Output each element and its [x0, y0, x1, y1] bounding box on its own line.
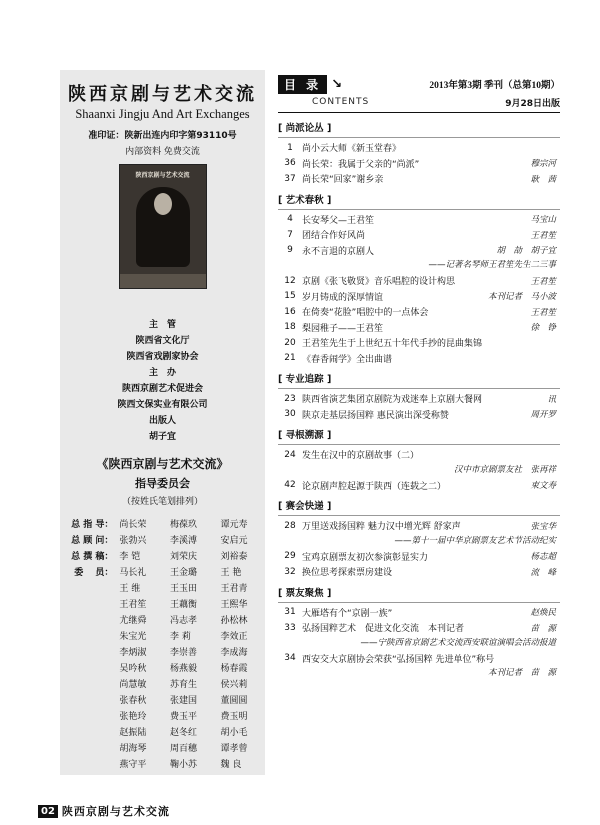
permit-number: 准印证：陕新出连内印字第93110号: [88, 131, 237, 141]
roster-name: 尚长荣: [119, 519, 147, 530]
toc-section: [278, 586, 560, 682]
roster-role: 总 撰 稿：: [71, 551, 114, 562]
roster-row: [60, 707, 265, 723]
toc-label: 目 录: [278, 75, 327, 94]
entry-title: 陕京走基层扬国粹 惠民演出深受称赞: [302, 410, 449, 421]
roster-name: 王 艳: [220, 567, 242, 578]
toc-entry[interactable]: [278, 243, 560, 259]
roster-name: 苏育生: [169, 679, 197, 690]
entry-author: 胡 劼 胡子宜: [496, 246, 556, 257]
roster-name: 鞠小苏: [169, 759, 197, 770]
roster-name: 张勃兴: [119, 535, 147, 546]
roster-row: [60, 723, 265, 739]
sponsor-name: 陕西文保实业有限公司: [117, 400, 208, 410]
sponsor-name: 陕西京剧艺术促进会: [121, 384, 203, 394]
roster-name: 李溪溥: [169, 535, 197, 546]
toc-entry[interactable]: [278, 651, 560, 667]
roster-name: 王金璐: [169, 567, 197, 578]
internal-note: 内部资料 免费交流: [125, 147, 200, 157]
entry-title: 西安交大京剧协会荣获“弘扬国粹 先进单位”称号: [302, 654, 495, 665]
footer-title: 陕西京剧与艺术交流: [61, 805, 170, 818]
entry-author: 耿 茜: [530, 174, 556, 185]
toc-entry[interactable]: [278, 212, 560, 228]
entry-page-number: 1: [287, 142, 293, 153]
committee-subtitle: 指导委员会: [135, 477, 190, 490]
sponsors-block: [60, 317, 265, 445]
roster-name: 吴吟秋: [119, 663, 147, 674]
roster-name: 冯志孝: [169, 615, 197, 626]
sponsor-group: [60, 365, 265, 413]
toc-entry[interactable]: [278, 391, 560, 407]
toc-entry[interactable]: [278, 518, 560, 534]
sponsor-group: [60, 317, 265, 365]
toc-entry[interactable]: [278, 140, 560, 156]
publish-date: 9月28日出版: [505, 98, 560, 109]
entry-page-number: 16: [284, 306, 296, 317]
roster-role: 总 指 导：: [71, 519, 114, 530]
toc-section: [278, 372, 560, 422]
roster-name: 费玉明: [220, 711, 248, 722]
toc-entry[interactable]: [278, 304, 560, 320]
roster-row: [60, 755, 265, 771]
entry-page-number: 37: [284, 173, 296, 184]
toc-entry[interactable]: [278, 620, 560, 636]
roster-name: 李效正: [220, 631, 248, 642]
section-title: [ 专业追踪 ]: [278, 374, 332, 385]
toc-entry[interactable]: [278, 335, 560, 351]
roster-name: 尤继舜: [119, 615, 147, 626]
roster-name: 董圆圆: [220, 695, 248, 706]
roster-name: 胡小毛: [220, 727, 248, 738]
roster-name: 杨春霞: [220, 663, 248, 674]
arrow-down-right-icon: ↘: [331, 76, 343, 92]
roster-name: 赵冬红: [169, 727, 197, 738]
entry-page-number: 29: [284, 551, 296, 562]
entry-title: 团结合作好风尚: [302, 231, 366, 242]
roster-name: 赵振陆: [119, 727, 147, 738]
roster-name: 李 莉: [169, 631, 191, 642]
entry-title: 论京剧声腔起源于陕西（连载之二）: [302, 481, 447, 492]
entry-title: 《春香闹学》全出曲谱: [302, 354, 393, 365]
roster-name: 王藕衡: [169, 599, 197, 610]
roster-name: 刘荣庆: [169, 551, 197, 562]
roster-name: 张建国: [169, 695, 197, 706]
committee-title: 《陕西京剧与艺术交流》: [96, 457, 229, 471]
toc-entry[interactable]: [278, 564, 560, 580]
toc-entry[interactable]: [278, 156, 560, 172]
entry-author: 王君笙: [530, 276, 556, 287]
entry-title: 尚长荣：我属于父亲的“尚派”: [302, 159, 420, 170]
sponsor-role: 出版人: [148, 416, 176, 426]
section-rule: [278, 137, 560, 138]
cover-thumbnail: [119, 164, 207, 289]
roster-name: 王 维: [119, 583, 141, 594]
toc-entry[interactable]: [278, 447, 560, 463]
entry-title: 尚小云大师《新玉堂春》: [302, 144, 402, 155]
header-rule: [278, 112, 560, 113]
entry-author: 徐 铮: [530, 323, 556, 334]
toc-entry[interactable]: [278, 407, 560, 423]
toc-sections: [278, 121, 560, 681]
roster-name: 安启元: [220, 535, 248, 546]
toc-entry[interactable]: [278, 549, 560, 565]
masthead-panel: [60, 70, 265, 775]
sponsor-name: 陕西省戏剧家协会: [126, 352, 199, 362]
sponsor-role: 主 管: [148, 320, 176, 330]
roster-name: 刘裕泰: [220, 551, 248, 562]
masthead: [60, 80, 265, 122]
sponsor-name: 陕西省文化厅: [135, 336, 190, 346]
section-title: [ 尚派论丛 ]: [278, 123, 332, 134]
toc-section: [278, 499, 560, 580]
entry-title: 永不言退的京剧人: [302, 246, 375, 257]
entry-author: 穆宗河: [530, 159, 556, 170]
entry-title: 宝鸡京剧票友初次参演彰显实力: [302, 552, 429, 563]
entry-title: 换位思考探索票房建设: [302, 568, 393, 579]
entry-page-number: 4: [287, 214, 293, 225]
sponsor-role: 主 办: [148, 368, 176, 378]
committee-roster: [60, 515, 265, 771]
entry-author: 流 峰: [530, 567, 556, 578]
roster-row: [60, 643, 265, 659]
section-rule: [278, 209, 560, 210]
entry-subtitle: ——记著名琴师王君笙先生二三事: [428, 260, 556, 270]
toc-section: [278, 121, 560, 187]
entry-author: 张宝华: [530, 521, 556, 532]
toc-section: [278, 193, 560, 367]
entry-page-number: 34: [284, 653, 296, 664]
roster-name: 李成海: [220, 647, 248, 658]
roster-name: 梅葆玖: [169, 519, 197, 530]
cover-bottom-band: [120, 274, 206, 288]
entry-page-number: 15: [284, 291, 296, 302]
contents-label: CONTENTS: [312, 97, 370, 107]
roster-name: 李崇善: [169, 647, 197, 658]
roster-name: 尚慧敏: [119, 679, 147, 690]
toc-entry[interactable]: [278, 273, 560, 289]
roster-row: [60, 627, 265, 643]
page-number: 02: [38, 805, 58, 818]
roster-name: 李 铠: [119, 551, 141, 562]
toc-entry[interactable]: [278, 320, 560, 336]
entry-title: 岁月铸成的深厚情谊: [302, 292, 384, 303]
entry-title: 梨园稚子——王君笙: [302, 323, 384, 334]
section-title: [ 艺术春秋 ]: [278, 194, 332, 206]
toc-entry[interactable]: [278, 605, 560, 621]
entry-page-number: 20: [284, 337, 296, 348]
masthead-title-en: Shaanxi Jingju And Art Exchanges: [75, 107, 250, 121]
toc-entry[interactable]: [278, 478, 560, 494]
section-title: [ 票友聚焦 ]: [278, 587, 332, 599]
entry-author: 王君笙: [530, 230, 556, 241]
entry-page-number: 9: [287, 245, 293, 256]
entry-subtitle: 本刊记者 苗 源: [487, 668, 556, 678]
roster-name: 张春秋: [119, 695, 147, 706]
entry-author: 周开罗: [530, 410, 556, 421]
entry-page-number: 23: [284, 393, 296, 404]
section-rule: [278, 444, 560, 445]
entry-page-number: 7: [287, 229, 293, 240]
toc-entry[interactable]: [278, 289, 560, 305]
roster-name: 李炳淑: [119, 647, 147, 658]
entry-subtitle: 汉中市京剧票友社 张再祥: [453, 464, 556, 475]
entry-page-number: 12: [284, 275, 296, 286]
cover-performer-face: [154, 193, 172, 215]
section-title: [ 寻根溯源 ]: [278, 430, 332, 441]
entry-title: 大雁塔有个“京剧一族”: [302, 608, 393, 619]
toc-subheader: [278, 95, 560, 109]
entry-title: 弘扬国粹艺术 促进文化交流 本刊记者: [302, 624, 465, 635]
cover-title: 陕西京剧与艺术交流: [135, 172, 190, 179]
toc-entry[interactable]: [278, 351, 560, 367]
section-rule: [278, 602, 560, 603]
roster-row: [60, 563, 265, 579]
entry-page-number: 33: [284, 622, 296, 633]
roster-row: [60, 595, 265, 611]
section-rule: [278, 515, 560, 516]
section-title: [ 赛会快递 ]: [278, 501, 332, 512]
roster-name: 胡海琴: [119, 743, 147, 754]
entry-page-number: 30: [284, 409, 296, 420]
roster-name: 王熙华: [220, 599, 248, 610]
entry-author: 苗 源: [530, 623, 556, 634]
roster-row: [60, 579, 265, 595]
entry-page-number: 21: [284, 353, 296, 364]
roster-row: [60, 739, 265, 755]
issue-info: 2013年第3期 季刊（总第10期）: [429, 81, 560, 91]
roster-name: 王君青: [220, 583, 248, 594]
roster-row: [60, 547, 265, 563]
toc-section: [278, 428, 560, 493]
entry-author: 束文寿: [530, 481, 556, 492]
roster-row: [60, 515, 265, 531]
roster-name: 魏 良: [220, 759, 242, 770]
entry-subtitle: ——第十一届中华京剧票友艺术节活动纪实: [394, 535, 556, 546]
page-footer: [38, 803, 170, 819]
entry-title: 万里送戏扬国粹 魅力汉中增光辉 舒家声: [302, 522, 461, 533]
entry-page-number: 36: [284, 158, 296, 169]
roster-name: 张艳玲: [119, 711, 147, 722]
roster-name: 杨燕毅: [169, 663, 197, 674]
entry-author: 马宝山: [530, 215, 556, 226]
entry-page-number: 42: [284, 480, 296, 491]
roster-name: 谭孝曾: [220, 743, 248, 754]
entry-title: 京剧《张飞敬贤》音乐唱腔的设计构思: [302, 277, 456, 288]
roster-name: 谭元寿: [220, 519, 248, 530]
roster-name: 孙松林: [220, 615, 248, 626]
section-rule: [278, 388, 560, 389]
roster-row: [60, 675, 265, 691]
sponsor-name: 胡子宜: [148, 432, 176, 442]
entry-title: 尚长荣“回家”谢乡亲: [302, 175, 384, 186]
entry-author: 王君笙: [530, 307, 556, 318]
entry-author: 讯: [547, 394, 556, 405]
roster-role: 委 员：: [74, 567, 114, 578]
entry-author: 杨志超: [530, 552, 556, 563]
roster-row: [60, 611, 265, 627]
roster-name: 费玉平: [169, 711, 197, 722]
entry-title: 王君笙先生于上世纪五十年代手抄的昆曲集锦: [302, 339, 483, 350]
toc-header: [278, 75, 560, 93]
roster-name: 周百穗: [169, 743, 197, 754]
entry-page-number: 31: [284, 607, 296, 618]
roster-name: 侯兴莉: [220, 679, 248, 690]
entry-page-number: 28: [284, 520, 296, 531]
sponsor-group: [60, 413, 265, 445]
entry-page-number: 18: [284, 322, 296, 333]
roster-row: [60, 691, 265, 707]
roster-name: 燕守平: [119, 759, 147, 770]
entry-author: 本刊记者 马小波: [487, 292, 556, 303]
roster-row: [60, 659, 265, 675]
entry-page-number: 24: [284, 449, 296, 460]
entry-author: 赵焕民: [530, 608, 556, 619]
toc-panel: [278, 75, 560, 681]
entry-title: 长安琴父—王君笙: [302, 215, 375, 226]
committee-note: （按姓氏笔划排列）: [121, 497, 203, 507]
roster-role: 总 顾 问：: [71, 535, 114, 546]
toc-entry[interactable]: [278, 227, 560, 243]
roster-row: [60, 531, 265, 547]
toc-entry[interactable]: [278, 171, 560, 187]
entry-title: 陕西省演艺集团京剧院为戏迷奉上京剧大餐网: [302, 395, 483, 406]
entry-subtitle: ——宁陕西省京剧艺术交流西安联谊演唱会活动报道: [360, 637, 556, 648]
roster-name: 王君笙: [119, 599, 147, 610]
entry-title: 发生在汉中的京剧故事（二）: [302, 451, 420, 462]
roster-name: 朱宝光: [119, 631, 147, 642]
masthead-title-cn: 陕西京剧与艺术交流: [68, 84, 257, 105]
entry-page-number: 32: [284, 566, 296, 577]
roster-name: 王玉田: [169, 583, 197, 594]
entry-title: 在倚奏“花脸”唱腔中的一点体会: [302, 308, 429, 319]
roster-name: 马长礼: [119, 567, 147, 578]
